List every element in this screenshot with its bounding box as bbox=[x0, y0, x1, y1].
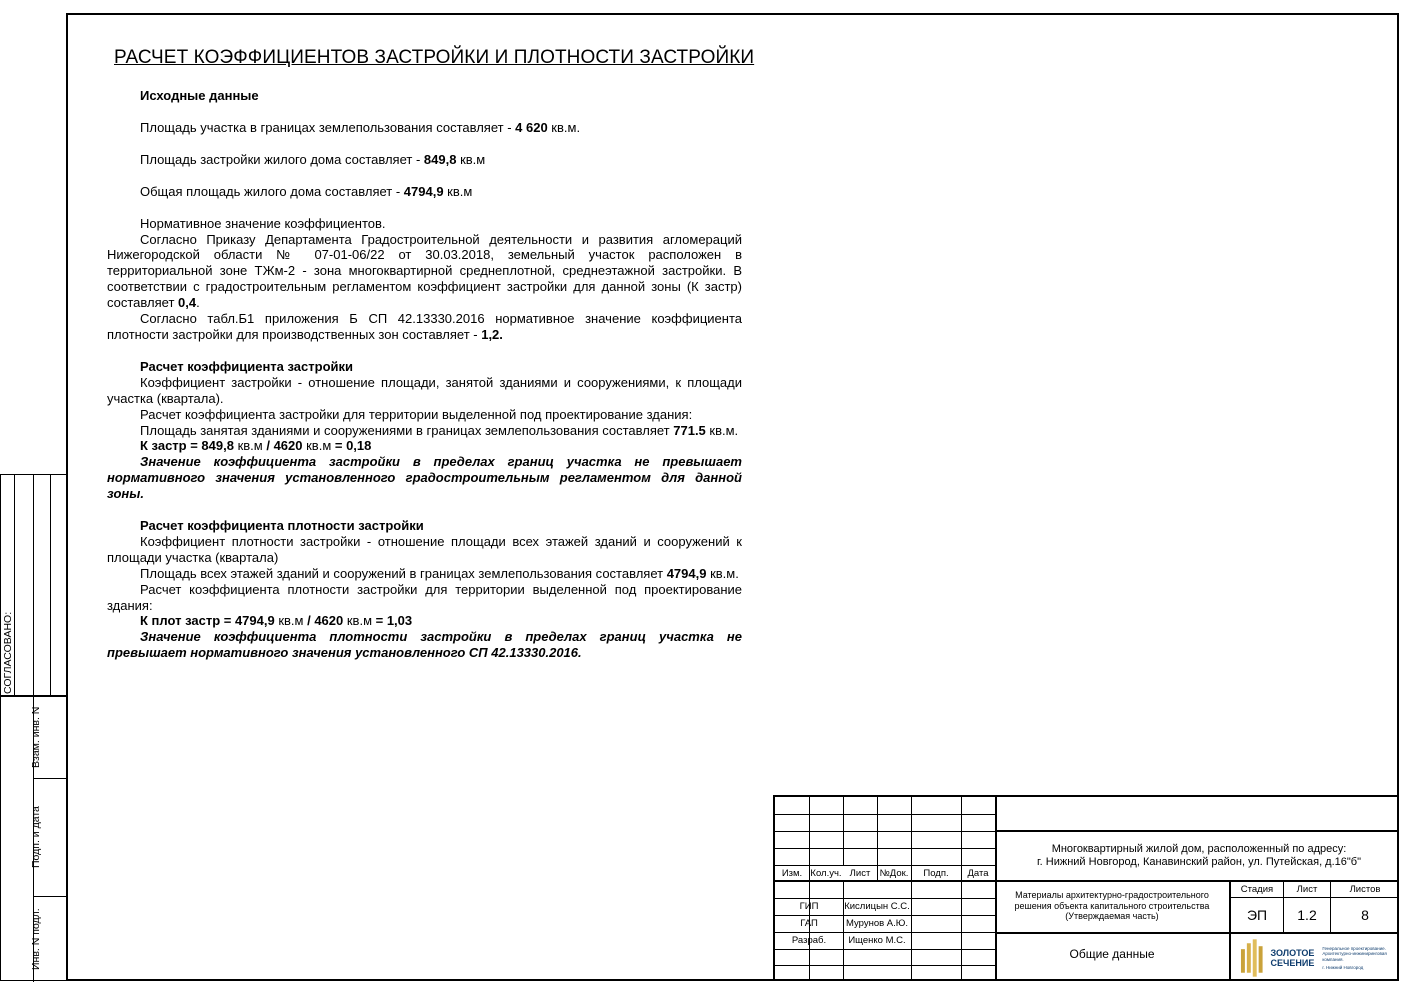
sheets-value: 8 bbox=[1361, 907, 1369, 923]
footprint-line: Площадь застройки жилого дома составляет - 849,8 кв.м bbox=[140, 151, 486, 167]
golden-section-logo-icon bbox=[1239, 939, 1267, 977]
site-area-line: Площадь участка в границах землепользования составляет - 4 620 кв.м. bbox=[140, 119, 581, 135]
coverage-definition: Коэффициент застройки - отношение площади, занятой зданиями и сооружениями, к площади участка (квартала). bbox=[107, 374, 742, 406]
header-ndok: №Док. bbox=[879, 867, 909, 879]
coverage-conclusion: Значение коэффициента застройки в пределах границ участка не превышает нормативного значения установленного градостроительным регламентом для данной зоны. bbox=[107, 454, 742, 502]
density-conclusion: Значение коэффициента плотности застройки в пределах границ участка не превышает нормативного значения установленного СП 42.13330.2016. bbox=[107, 629, 742, 661]
initial-data-heading: Исходные данные bbox=[140, 88, 259, 103]
stage-value: ЭП bbox=[1246, 907, 1268, 923]
header-izm: Изм. bbox=[781, 867, 803, 879]
coverage-formula: К застр = 849,8 кв.м / 4620 кв.м = 0,18 bbox=[140, 438, 372, 454]
coverage-heading: Расчет коэффициента застройки bbox=[140, 358, 353, 374]
role-razrab: Разраб. bbox=[791, 935, 827, 946]
normative-heading: Нормативное значение коэффициентов. bbox=[140, 215, 386, 231]
name-razrab: Ищенко М.С. bbox=[848, 935, 906, 946]
density-heading: Расчет коэффициента плотности застройки bbox=[140, 518, 424, 534]
page-title: РАСЧЕТ КОЭФФИЦИЕНТОВ ЗАСТРОЙКИ И ПЛОТНОСТИ ЗАСТРОЙКИ bbox=[114, 47, 755, 68]
inv-orig-label: Инв. N подл. bbox=[30, 908, 42, 970]
header-kol-uch: Кол.уч. bbox=[810, 867, 842, 879]
sheet-value: 1.2 bbox=[1297, 907, 1317, 923]
logo-tagline: Генеральное проектирование. Архитектурно-инжиниринговая компания. г. Нижний Новгород bbox=[1322, 945, 1387, 970]
stage-label: Стадия bbox=[1240, 883, 1274, 895]
sheet-section-title: Общие данные bbox=[1069, 947, 1155, 961]
density-formula: К плот застр = 4794,9 кв.м / 4620 кв.м = 1,03 bbox=[140, 613, 413, 629]
agreed-label: СОГЛАСОВАНО: bbox=[2, 611, 14, 694]
logo-name: ЗОЛОТОЕ СЕЧЕНИЕ bbox=[1270, 948, 1315, 968]
title-block bbox=[773, 795, 1399, 981]
name-gap: Мурунов А.Ю. bbox=[845, 918, 909, 929]
occupied-area-line: Площадь занятая зданиями и сооружениями в границах землепользования составляет 771.5 кв.м. bbox=[140, 422, 739, 438]
role-gap: ГАП bbox=[800, 918, 818, 929]
header-list: Лист bbox=[849, 867, 871, 879]
total-area-line: Общая площадь жилого дома составляет - 4794,9 кв.м bbox=[140, 183, 473, 199]
header-podp: Подп. bbox=[923, 867, 949, 879]
materials-title: Материалы архитектурно-градостроительного решения объекта капитального строительства (Утверждаемая часть) bbox=[1014, 890, 1210, 921]
normative-para-2: Согласно табл.Б1 приложения Б СП 42.13330.2016 нормативное значение коэффициента плотности застройки для производственных зон составляет - 1,2. bbox=[107, 311, 742, 342]
role-gip: ГИП bbox=[799, 901, 819, 912]
name-gip: Кислицын С.С. bbox=[844, 901, 910, 912]
coverage-calc-intro: Расчет коэффициента застройки для территории выделенной под проектирование здания: bbox=[140, 406, 693, 422]
floors-area-line: Площадь всех этажей зданий и сооружений в границах землепользования составляет 4794,9 кв.м. bbox=[140, 565, 739, 581]
company-logo bbox=[1231, 935, 1401, 981]
sheet-label: Лист bbox=[1296, 883, 1318, 895]
sign-date-label: Подп. и дата bbox=[30, 806, 42, 868]
inv-replace-label: Взам. инв. N bbox=[30, 706, 42, 768]
document-body bbox=[107, 88, 742, 661]
density-calc-intro: Расчет коэффициента плотности застройки для территории выделенной под проектирование здания: bbox=[107, 581, 742, 613]
header-data: Дата bbox=[967, 867, 989, 879]
density-definition: Коэффициент плотности застройки - отношение площади всех этажей зданий и сооружений к площади участка (квартала) bbox=[107, 533, 742, 565]
sheets-label: Листов bbox=[1349, 883, 1381, 895]
normative-para-1: Согласно Приказу Департамента Градостроительной деятельности и развития агломераций Нижегородской области № 07-01-06/22 от 30.03.2018, земельный участок расположен в территориальной зоне ТЖм-2 - зона многоквартирной среднеплотной, среднеэтажной застройки. В соответствии с градостроительным регламентом коэффициент застройки для данной зоны (К застр) составляет 0,4. bbox=[107, 231, 742, 311]
project-address: Многоквартирный жилой дом, расположенный по адресу: г. Нижний Новгород, Канавинский район, ул. Путейская, д.16"б" bbox=[1036, 843, 1362, 868]
